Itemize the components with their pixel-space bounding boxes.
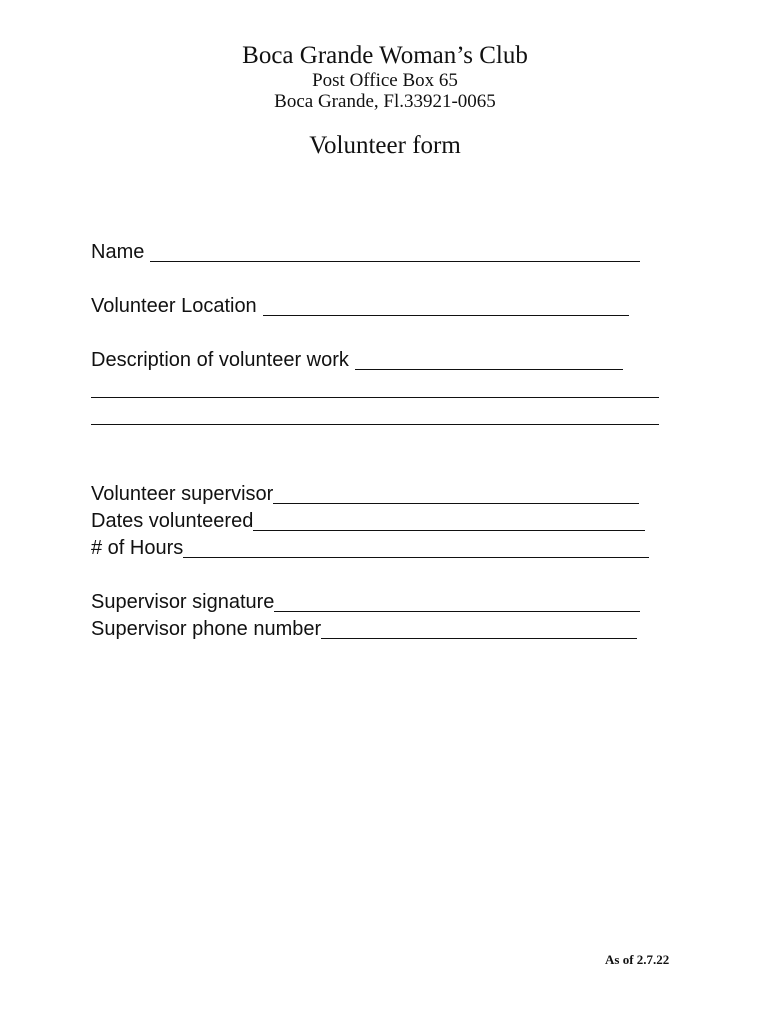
- supervisor-signature-field: [91, 590, 640, 614]
- hours-label: # of Hours: [91, 537, 184, 559]
- description-input-line-3[interactable]: [91, 423, 659, 425]
- address-line-2: Boca Grande, Fl.33921-0065: [274, 91, 496, 112]
- supervisor-phone-field: [91, 617, 637, 641]
- description-input-line-1[interactable]: [355, 350, 623, 370]
- volunteer-supervisor-field: [91, 482, 639, 506]
- volunteer-location-field: [91, 294, 629, 318]
- supervisor-signature-input-line[interactable]: [274, 592, 640, 612]
- name-label: Name: [91, 241, 145, 263]
- hours-field: [91, 536, 649, 560]
- description-label: Description of volunteer work: [91, 349, 349, 371]
- volunteer-location-label: Volunteer Location: [91, 295, 257, 317]
- supervisor-signature-label: Supervisor signature: [91, 591, 275, 613]
- form-title: Volunteer form: [309, 132, 461, 159]
- address-line-1: Post Office Box 65: [312, 70, 458, 91]
- dates-volunteered-field: [91, 509, 645, 533]
- hours-input-line[interactable]: [183, 538, 649, 558]
- supervisor-phone-input-line[interactable]: [321, 619, 637, 639]
- supervisor-phone-label: Supervisor phone number: [91, 618, 322, 640]
- name-input-line[interactable]: [150, 242, 640, 262]
- name-field: [91, 240, 640, 264]
- volunteer-location-input-line[interactable]: [263, 296, 629, 316]
- description-field: [91, 348, 623, 372]
- dates-volunteered-label: Dates volunteered: [91, 510, 254, 532]
- description-input-line-2[interactable]: [91, 396, 659, 398]
- as-of-date: As of 2.7.22: [605, 952, 670, 967]
- volunteer-supervisor-input-line[interactable]: [273, 484, 639, 504]
- dates-volunteered-input-line[interactable]: [253, 511, 645, 531]
- volunteer-supervisor-label: Volunteer supervisor: [91, 483, 274, 505]
- org-name: Boca Grande Woman’s Club: [242, 42, 528, 69]
